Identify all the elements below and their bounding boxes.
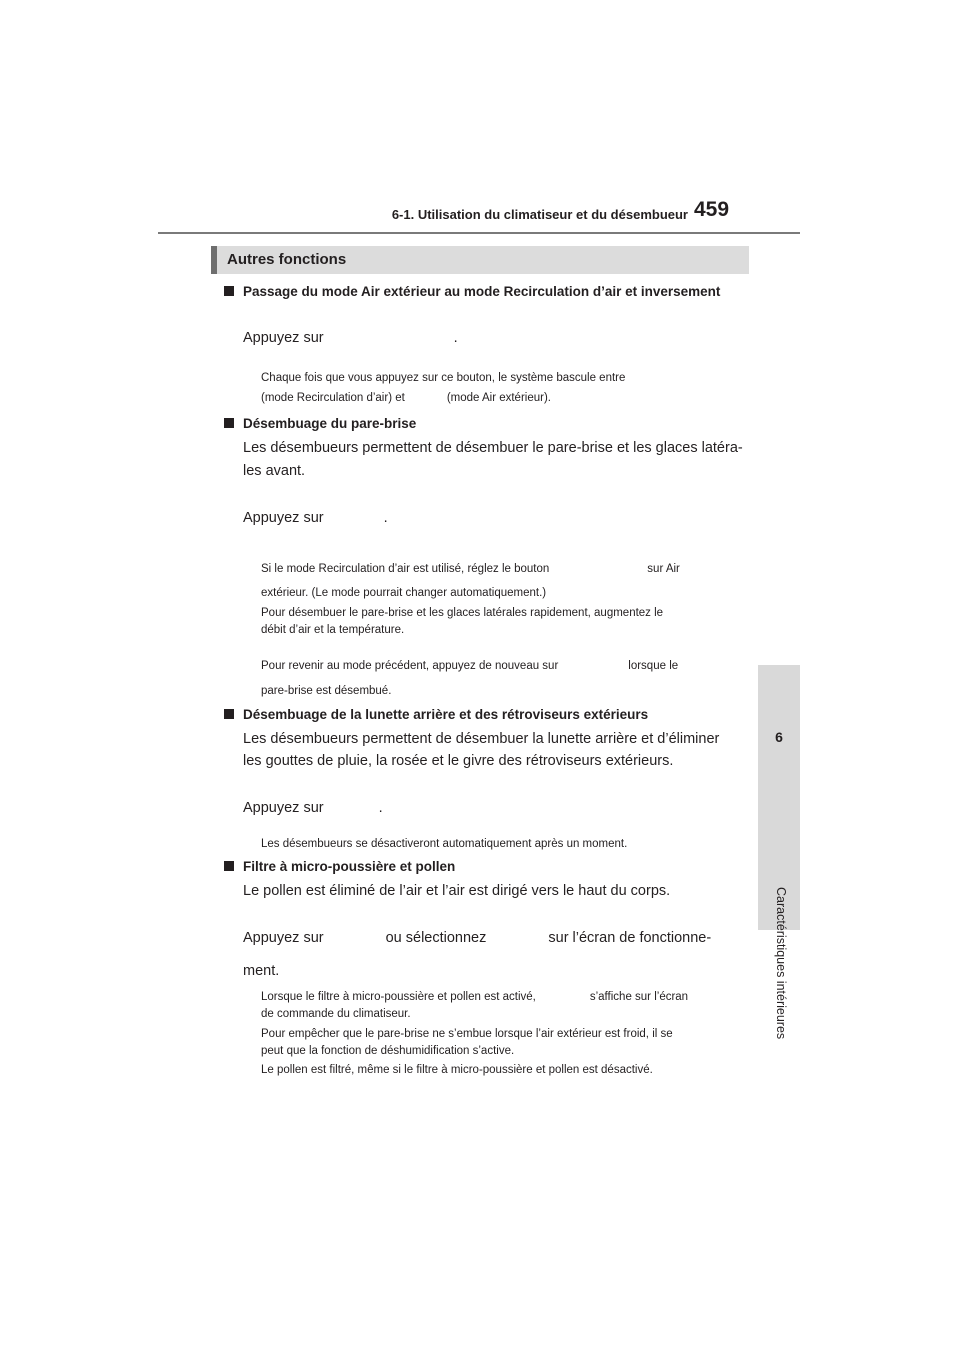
square-bullet-icon bbox=[224, 861, 234, 871]
note-windshield-3a: Pour revenir au mode précédent, appuyez de nouveau sur lorsque le bbox=[261, 660, 679, 672]
note-windshield-1b: extérieur. (Le mode pourrait changer automatiquement.) bbox=[261, 587, 547, 599]
instruction-pollen-line2: ment. bbox=[243, 963, 280, 979]
note-recirculation-line1: Chaque fois que vous appuyez sur ce bouton, le système bascule entre bbox=[261, 372, 626, 384]
header-divider bbox=[158, 232, 800, 234]
note-windshield-1a: Si le mode Recirculation d’air est utilisé, réglez le bouton sur Air bbox=[261, 563, 680, 575]
windshield-body-line2: les avant. bbox=[243, 463, 306, 479]
note-pollen-2a: Pour empêcher que le pare-brise ne s’embue lorsque l’air extérieur est froid, il se bbox=[261, 1028, 673, 1040]
square-bullet-icon bbox=[224, 286, 234, 296]
windshield-body-line1: Les désembueurs permettent de désembuer le pare-brise et les glaces latéra- bbox=[243, 440, 743, 456]
pollen-body-line1: Le pollen est éliminé de l’air et l’air est dirigé vers le haut du corps. bbox=[243, 883, 671, 899]
instruction-rear: Appuyez sur . bbox=[243, 800, 383, 816]
note-windshield-2a: Pour désembuer le pare-brise et les glaces latérales rapidement, augmentez le bbox=[261, 607, 664, 619]
rear-body-line2: les gouttes de pluie, la rosée et le givre des rétroviseurs extérieurs. bbox=[243, 753, 674, 769]
note-rear: Les désembueurs se désactiveront automatiquement après un moment. bbox=[261, 838, 628, 850]
heading-pollen-filter: Filtre à micro-poussière et pollen bbox=[224, 859, 455, 874]
note-windshield-2b: débit d’air et la température. bbox=[261, 624, 405, 636]
section-title: Autres fonctions bbox=[227, 251, 347, 268]
note-windshield-3b: pare-brise est désembué. bbox=[261, 685, 392, 697]
section-header bbox=[211, 246, 749, 274]
page-number: 459 bbox=[694, 198, 730, 221]
instruction-windshield: Appuyez sur . bbox=[243, 510, 388, 526]
heading-recirculation: Passage du mode Air extérieur au mode Recirculation d’air et inversement bbox=[224, 284, 720, 299]
chapter-label: Caractéristiques intérieures bbox=[774, 887, 788, 1040]
instruction-pollen: Appuyez sur ou sélectionnez sur l’écran de fonctionne- bbox=[243, 930, 712, 946]
chapter-title: 6-1. Utilisation du climatiseur et du désembueur bbox=[391, 207, 688, 222]
note-pollen-1b: de commande du climatiseur. bbox=[261, 1008, 411, 1020]
note-pollen-3: Le pollen est filtré, même si le filtre à micro-poussière et pollen est désactivé. bbox=[261, 1064, 653, 1076]
heading-windshield: Désembuage du pare-brise bbox=[224, 416, 416, 431]
note-pollen-2b: peut que la fonction de déshumidification s’active. bbox=[261, 1045, 515, 1057]
square-bullet-icon bbox=[224, 709, 234, 719]
heading-rear-defogger: Désembuage de la lunette arrière et des rétroviseurs extérieurs bbox=[224, 707, 648, 722]
note-pollen-1a: Lorsque le filtre à micro-poussière et pollen est activé, s’affiche sur l’écran bbox=[261, 991, 689, 1003]
chapter-side-tab bbox=[758, 665, 800, 1040]
instruction-recirculation: Appuyez sur . bbox=[243, 330, 458, 346]
chapter-number: 6 bbox=[775, 729, 783, 745]
square-bullet-icon bbox=[224, 418, 234, 428]
note-recirculation-line2: (mode Recirculation d’air) et (mode Air extérieur). bbox=[261, 392, 551, 404]
rear-body-line1: Les désembueurs permettent de désembuer la lunette arrière et d’éliminer bbox=[243, 731, 720, 747]
